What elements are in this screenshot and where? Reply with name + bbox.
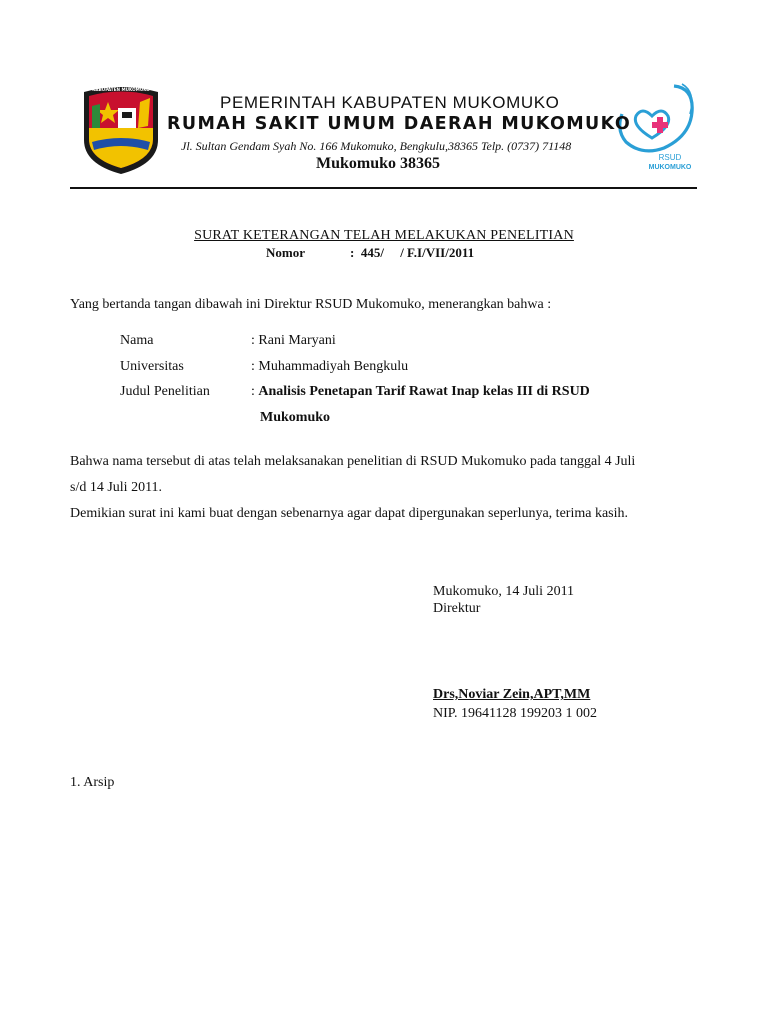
hospital-heading: RUMAH SAKIT UMUM DAERAH MUKOMUKO (167, 114, 632, 134)
signer-nip: NIP. 19641128 199203 1 002 (433, 706, 597, 721)
hospital-address: Jl. Sultan Gendam Syah No. 166 Mukomuko, Bengkulu,38365 Telp. (0737) 71148 (181, 139, 572, 153)
research-title-colon: : (251, 384, 259, 399)
letterhead-divider (70, 187, 697, 189)
field-value-university: : Muhammadiyah Bengkulu (251, 359, 409, 374)
field-label-research-title: Judul Penelitian (120, 384, 210, 399)
government-heading: PEMERINTAH KABUPATEN MUKOMUKO (220, 93, 560, 112)
field-label-name: Nama (120, 333, 154, 348)
letter-number-value: : 445/ / F.I/VII/2011 (350, 245, 475, 260)
field-value-research-title (251, 384, 590, 400)
research-title-text: Analisis Penetapan Tarif Rawat Inap kelas III di RSUD (258, 384, 590, 399)
letter-title: SURAT KETERANGAN TELAH MELAKUKAN PENELITIAN (194, 228, 574, 243)
paragraph1-line1: Bahwa nama tersebut di atas telah melaksanakan penelitian di RSUD Mukomuko pada tanggal 4 Juli (70, 454, 636, 469)
paragraph1-line2: s/d 14 Juli 2011. (70, 480, 163, 495)
intro-text: Yang bertanda tangan dibawah ini Direktur RSUD Mukomuko, menerangkan bahwa : (70, 297, 552, 312)
svg-text:KABUPATEN MUKOMUKO: KABUPATEN MUKOMUKO (92, 87, 150, 92)
field-label-university: Universitas (120, 359, 184, 374)
signer-name: Drs,Noviar Zein,APT,MM (433, 687, 591, 702)
letter-number (266, 245, 474, 261)
letter-number-label: Nomor (266, 245, 305, 260)
closing-paragraph: Demikian surat ini kami buat dengan sebenarnya agar dapat dipergunakan seperlunya, terima kasih. (70, 506, 628, 521)
research-title-line2: Mukomuko (260, 410, 331, 425)
field-value-name: : Rani Maryani (251, 333, 336, 348)
place-date: Mukomuko, 14 Juli 2011 (433, 584, 575, 599)
kabupaten-emblem-logo (78, 82, 164, 176)
signer-title: Direktur (433, 601, 481, 616)
svg-text:RSUD: RSUD (658, 153, 682, 162)
carbon-copy: 1. Arsip (70, 775, 115, 790)
svg-text:MUKOMUKO: MUKOMUKO (648, 164, 692, 171)
city-zip: Mukomuko 38365 (316, 155, 441, 172)
